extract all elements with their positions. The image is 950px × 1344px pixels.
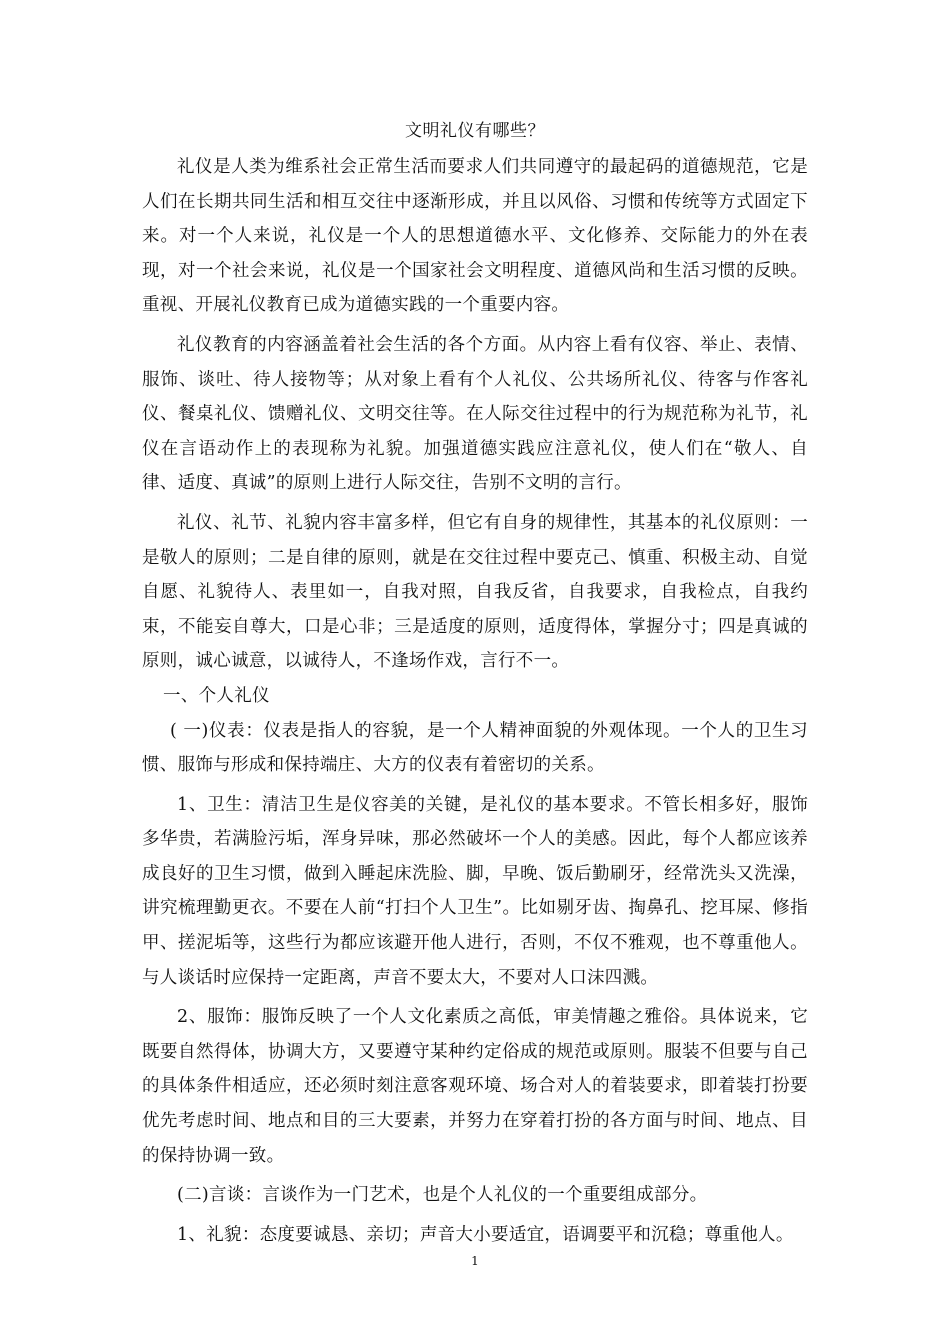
paragraph-hygiene: 1、卫生：清洁卫生是仪容美的关键，是礼仪的基本要求。不管长相多好，服饰多华贵，若满脸污垢，浑身异味，那必然破坏一个人的美感。因此，每个人都应该养成良好的卫生习惯，做到入睡起床洗脸、脚，早晚、饭后勤刷牙，经常洗头又洗澡，讲究梳理勤更衣。不要在人前“打扫个人卫生”。比如剔牙齿、掏鼻孔、挖耳屎、修指甲、搓泥垢等，这些行为都应该避开他人进行，否则，不仅不雅观，也不尊重他人。与人谈话时应保持一定距离，声音不要太大，不要对人口沫四溅。 <box>142 794 808 988</box>
paragraph-appearance: ( 一)仪表：仪表是指人的容貌，是一个人精神面貌的外观体现。一个人的卫生习惯、服饰与形成和保持端庄、大方的仪表有着密切的关系。 <box>142 720 808 776</box>
paragraph-speech: (二)言谈：言谈作为一门艺术，也是个人礼仪的一个重要组成部分。 <box>177 1185 708 1206</box>
paragraph-clothing: 2、服饰：服饰反映了一个人文化素质之高低，审美情趣之雅俗。具体说来，它既要自然得体，协调大方，又要遵守某种约定俗成的规范或原则。服装不但要与自己的具体条件相适应，还必须时刻注意客观环境、场合对人的着装要求，即着装打扮要优先考虑时间、地点和目的三大要素，并努力在穿着打扮的各方面与时间、地点、目的保持协调一致。 <box>142 1007 808 1166</box>
paragraph-intro: 礼仪是人类为维系社会正常生活而要求人们共同遵守的最起码的道德规范，它是人们在长期共同生活和相互交往中逐渐形成，并且以风俗、习惯和传统等方式固定下来。对一个人来说，礼仪是一个人的思想道德水平、文化修养、交际能力的外在表现，对一个社会来说，礼仪是一个国家社会文明程度、道德风尚和生活习惯的反映。重视、开展礼仪教育已成为道德实践的一个重要内容。 <box>142 157 808 316</box>
document-title: 文明礼仪有哪些？ <box>405 121 545 141</box>
paragraph-content-scope: 礼仪教育的内容涵盖着社会生活的各个方面。从内容上看有仪容、举止、表情、服饰、谈吐、待人接物等；从对象上看有个人礼仪、公共场所礼仪、待客与作客礼仪、餐桌礼仪、馈赠礼仪、文明交往等。在人际交往过程中的行为规范称为礼节，礼仪在言语动作上的表现称为礼貌。加强道德实践应注意礼仪，使人们在“敬人、自律、适度、真诚”的原则上进行人际交往，告别不文明的言行。 <box>142 334 808 494</box>
section-heading-personal-etiquette: 一、个人礼仪 <box>163 685 270 706</box>
page-number: 1 <box>471 1254 479 1268</box>
paragraph-principles: 礼仪、礼节、礼貌内容丰富多样，但它有自身的规律性，其基本的礼仪原则：一是敬人的原则；二是自律的原则，就是在交往过程中要克己、慎重、积极主动、自觉自愿、礼貌待人、表里如一，自我对照，自我反省，自我要求，自我检点，自我约束，不能妄自尊大，口是心非；三是适度的原则，适度得体，掌握分寸；四是真诚的原则，诚心诚意，以诚待人，不逢场作戏，言行不一。 <box>142 512 808 672</box>
document-page <box>142 118 808 1252</box>
paragraph-politeness: 1、礼貌：态度要诚恳、亲切；声音大小要适宜，语调要平和沉稳；尊重他人。 <box>177 1224 794 1245</box>
